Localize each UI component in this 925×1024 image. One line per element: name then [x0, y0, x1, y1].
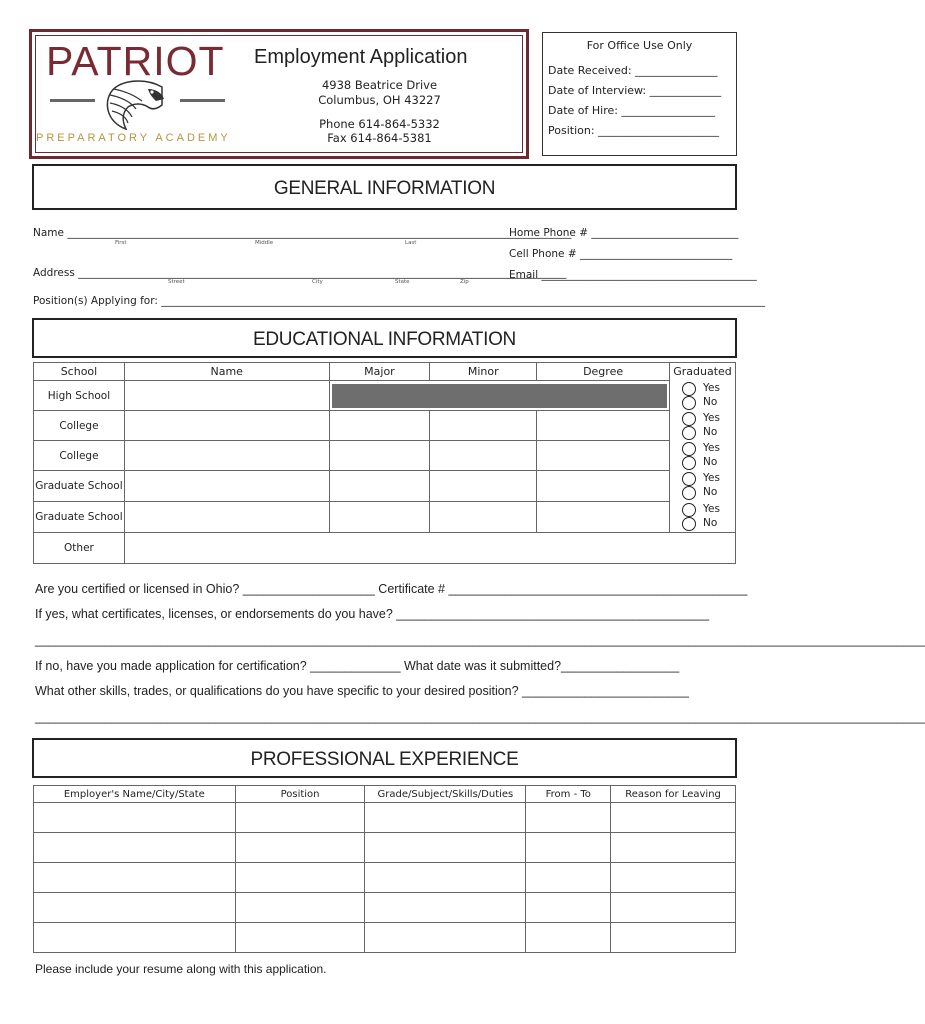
table-row: [34, 411, 736, 441]
col-from-to: From - To: [526, 786, 611, 803]
name-last-label: Last: [405, 240, 417, 246]
reason-cell[interactable]: [611, 803, 736, 833]
phone-number: Phone 614-864-5332: [319, 117, 440, 131]
address-line1: 4938 Beatrice Drive: [321, 78, 438, 92]
major-cell[interactable]: [329, 441, 430, 471]
application-question[interactable]: If no, have you made application for certification? _____________ What date was it submitted?_________________: [35, 659, 680, 673]
school-name-cell[interactable]: [124, 381, 329, 411]
yes-label: Yes: [702, 502, 720, 515]
col-name: Name: [124, 363, 329, 381]
date-hire-field[interactable]: Date of Hire: _________________: [548, 104, 715, 117]
employer-cell[interactable]: [34, 803, 236, 833]
graduated-no-radio[interactable]: [682, 396, 696, 410]
school-label: College: [34, 441, 125, 471]
office-position-field[interactable]: Position: ______________________: [548, 124, 720, 137]
answer-line-1[interactable]: ________________________________________________________________________________________________________________________________: [35, 633, 925, 647]
col-employer: Employer's Name/City/State: [34, 786, 236, 803]
resume-note: Please include your resume along with this application.: [35, 962, 327, 976]
table-row: [34, 923, 736, 953]
addr-street-label: Street: [168, 279, 185, 285]
yes-label: Yes: [702, 381, 720, 394]
col-minor: Minor: [430, 363, 537, 381]
addr-zip-label: Zip: [460, 279, 469, 285]
office-use-title: For Office Use Only: [586, 39, 693, 52]
fax-number: Fax 614-864-5381: [327, 131, 432, 145]
minor-cell[interactable]: [430, 502, 537, 533]
degree-cell[interactable]: [537, 502, 670, 533]
brand-name: PATRIOT: [46, 38, 225, 84]
table-row: [34, 833, 736, 863]
graduated-yes-radio[interactable]: [682, 472, 696, 486]
table-row: [34, 502, 736, 533]
col-school: School: [34, 363, 125, 381]
table-row: [34, 863, 736, 893]
yes-label: Yes: [702, 411, 720, 424]
date-received-field[interactable]: Date Received: _______________: [548, 64, 718, 77]
from-to-cell[interactable]: [526, 893, 611, 923]
logo-dash-left: [50, 99, 95, 102]
graduated-no-radio[interactable]: [682, 456, 696, 470]
education-header-row: [34, 363, 736, 381]
no-label: No: [702, 486, 718, 498]
addr-city-label: City: [312, 279, 323, 285]
table-row: [34, 381, 736, 411]
position-cell[interactable]: [235, 863, 365, 893]
employer-cell[interactable]: [34, 923, 236, 953]
duties-cell[interactable]: [365, 803, 526, 833]
school-name-cell[interactable]: [124, 411, 329, 441]
position-cell[interactable]: [235, 893, 365, 923]
education-heading: EDUCATIONAL INFORMATION: [32, 318, 737, 358]
position-cell[interactable]: [235, 923, 365, 953]
table-row: [34, 893, 736, 923]
email-field[interactable]: Email _________________________________________: [509, 269, 757, 281]
no-label: No: [702, 425, 718, 438]
address-line2: Columbus, OH 43227: [318, 93, 441, 107]
no-label: No: [702, 516, 718, 529]
degree-cell[interactable]: [537, 411, 670, 441]
table-row: [34, 803, 736, 833]
duties-cell[interactable]: [365, 863, 526, 893]
professional-heading: PROFESSIONAL EXPERIENCE: [32, 738, 737, 778]
name-field[interactable]: Name ________________________________________________________________________________________________: [33, 227, 572, 239]
duties-cell[interactable]: [365, 893, 526, 923]
degree-cell[interactable]: [537, 441, 670, 471]
education-table: [33, 362, 736, 564]
from-to-cell[interactable]: [526, 833, 611, 863]
major-cell[interactable]: [329, 471, 430, 502]
col-graduated: Graduated: [669, 363, 735, 381]
no-label: No: [702, 455, 718, 468]
reason-cell[interactable]: [611, 923, 736, 953]
eagle-icon: [104, 77, 166, 132]
skills-question[interactable]: What other skills, trades, or qualifications do you have specific to your desired position? ________________________: [35, 684, 689, 698]
table-row: [34, 441, 736, 471]
school-label: High School: [34, 381, 125, 411]
home-phone-field[interactable]: Home Phone # ____________________________: [509, 227, 739, 239]
employer-cell[interactable]: [34, 833, 236, 863]
duties-cell[interactable]: [365, 833, 526, 863]
answer-line-2[interactable]: ________________________________________________________________________________________________________________________________: [35, 710, 925, 724]
certificates-question[interactable]: If yes, what certificates, licenses, or endorsements do you have? _____________________________________________: [35, 607, 710, 621]
experience-table: [33, 785, 736, 953]
col-duties: Grade/Subject/Skills/Duties: [365, 786, 526, 803]
graduated-no-radio[interactable]: [682, 517, 696, 531]
graduated-yes-radio[interactable]: [682, 442, 696, 456]
addr-state-label: State: [395, 279, 410, 285]
reason-cell[interactable]: [611, 833, 736, 863]
no-label: No: [702, 395, 718, 408]
school-name-cell[interactable]: [124, 441, 329, 471]
school-label: Graduate School: [34, 502, 125, 533]
from-to-cell[interactable]: [526, 863, 611, 893]
degree-cell[interactable]: [537, 471, 670, 502]
yes-label: Yes: [702, 441, 720, 454]
graduated-no-radio[interactable]: [682, 486, 696, 500]
office-use-box: [542, 32, 737, 156]
major-cell[interactable]: [329, 502, 430, 533]
from-to-cell[interactable]: [526, 923, 611, 953]
minor-cell[interactable]: [430, 441, 537, 471]
cell-phone-field[interactable]: Cell Phone # _____________________________: [509, 248, 733, 260]
graduated-yes-radio[interactable]: [682, 412, 696, 426]
yes-label: Yes: [702, 472, 720, 484]
graduated-yes-radio[interactable]: [682, 503, 696, 517]
col-major: Major: [329, 363, 430, 381]
employer-cell[interactable]: [34, 893, 236, 923]
school-name-cell[interactable]: [124, 502, 329, 533]
name-first-label: First: [115, 240, 127, 246]
duties-cell[interactable]: [365, 923, 526, 953]
position-cell[interactable]: [235, 803, 365, 833]
col-degree: Degree: [537, 363, 670, 381]
tagline: PREPARATORY ACADEMY: [36, 132, 231, 144]
col-reason: Reason for Leaving: [611, 786, 736, 803]
logo-dash-right: [180, 99, 225, 102]
address-field[interactable]: Address _____________________________________________________________________________________________: [33, 267, 567, 279]
other-school-cell[interactable]: [124, 533, 735, 564]
shaded-cell: [332, 384, 667, 408]
experience-header-row: [34, 786, 736, 803]
minor-cell[interactable]: [430, 471, 537, 502]
table-row: [34, 533, 736, 564]
name-middle-label: Middle: [255, 240, 274, 246]
reason-cell[interactable]: [611, 893, 736, 923]
major-cell[interactable]: [329, 411, 430, 441]
graduated-yes-radio[interactable]: [682, 382, 696, 396]
school-label: Other: [34, 533, 125, 564]
table-row: [34, 471, 736, 502]
general-info-heading: GENERAL INFORMATION: [32, 164, 737, 210]
from-to-cell[interactable]: [526, 803, 611, 833]
employer-cell[interactable]: [34, 863, 236, 893]
date-interview-field[interactable]: Date of Interview: _____________: [548, 84, 722, 97]
form-title: Employment Application: [254, 46, 468, 68]
certified-question[interactable]: Are you certified or licensed in Ohio? ___________________ Certificate # ___________________________________________: [35, 582, 748, 596]
school-label: Graduate School: [34, 471, 125, 502]
graduated-no-radio[interactable]: [682, 426, 696, 440]
school-name-cell[interactable]: [124, 471, 329, 502]
minor-cell[interactable]: [430, 411, 537, 441]
reason-cell[interactable]: [611, 863, 736, 893]
position-cell[interactable]: [235, 833, 365, 863]
school-label: College: [34, 411, 125, 441]
col-position: Position: [235, 786, 365, 803]
position-applying-field[interactable]: Position(s) Applying for: ___________________________________________________________________________________________________________________: [33, 295, 765, 307]
